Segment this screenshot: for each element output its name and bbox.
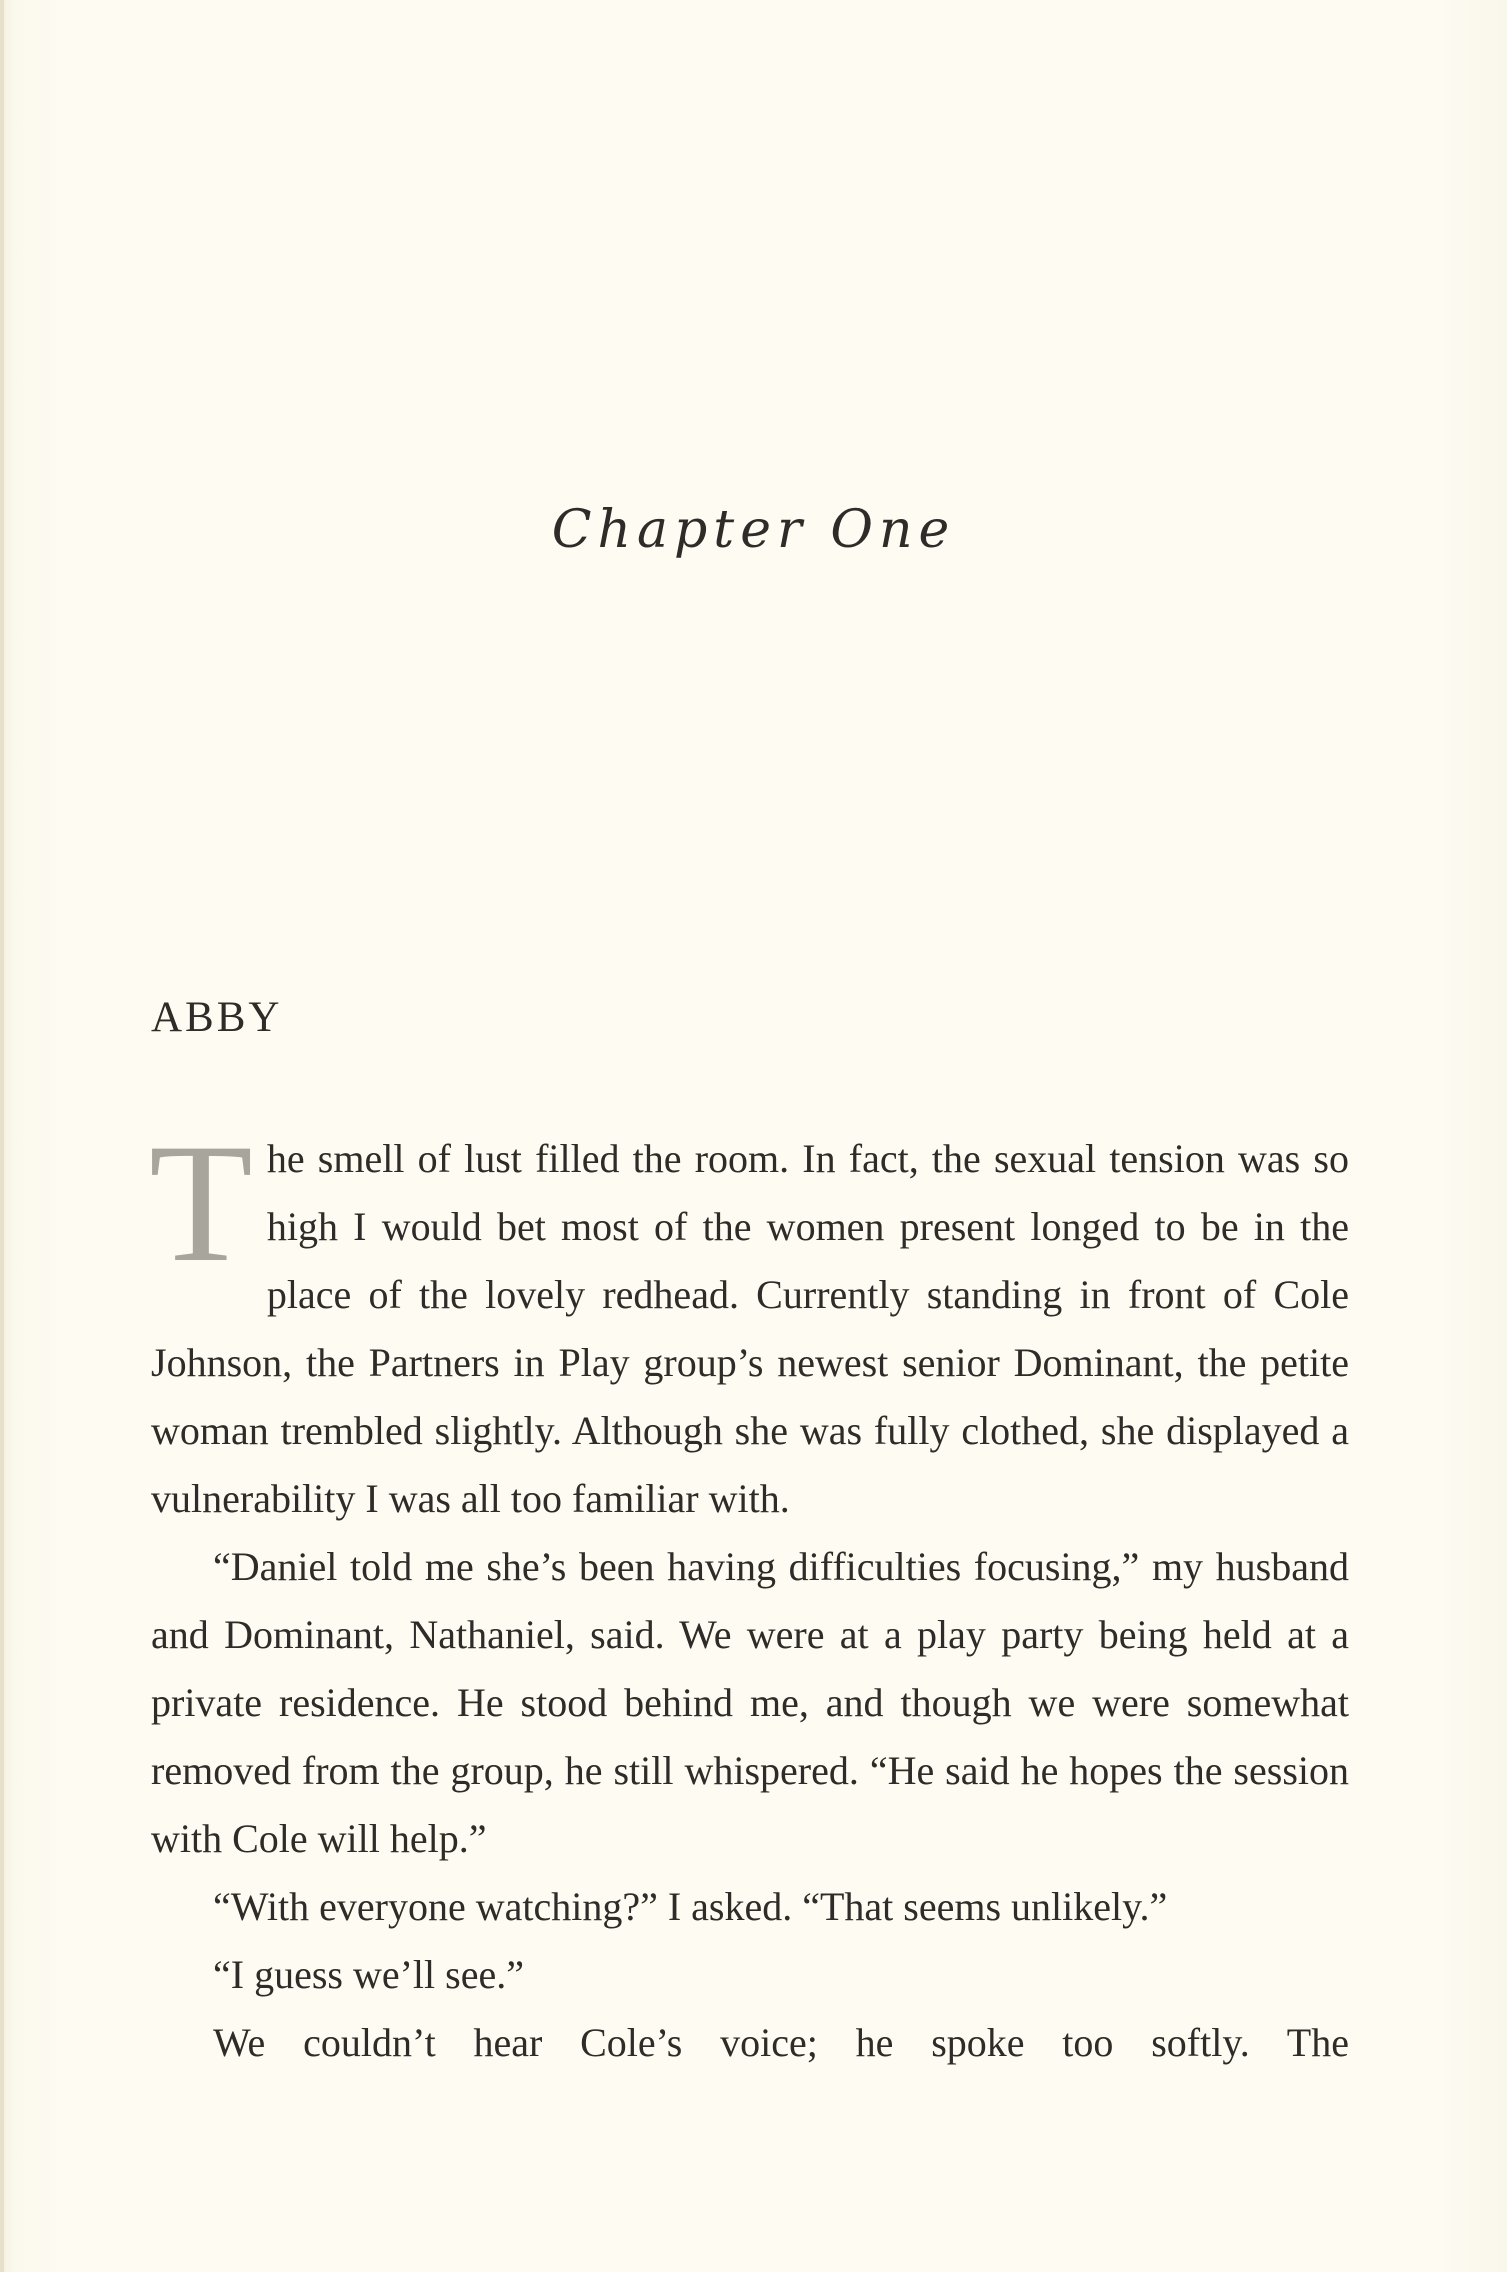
section-pov-label: ABBY: [151, 994, 283, 1041]
chapter-title: Chapter One: [551, 500, 956, 560]
paragraph-3: “With everyone watching?” I asked. “That seems unlikely.”: [213, 1884, 1168, 1929]
paragraph-4: “I guess we’ll see.”: [213, 1952, 524, 1997]
paragraph-1-text: he smell of lust filled the room. In fact, the sexual tension was so high I would bet most of the women present longed to be in the place of the lovely redhead. Currently standing in front of Cole Johnson, the Partners in Play group’s newest senior Dominant, the petite woman trembled slightly. Although she was fully clothed, she displayed a vulnerability I was all too familiar with.: [151, 1136, 1349, 1521]
drop-cap: T: [149, 1109, 253, 1297]
page-binding-edge: [0, 0, 4, 2272]
paragraph-1: [149, 1109, 1349, 1533]
paragraph-2: “Daniel told me she’s been having difficulties focusing,” my husband and Dominant, Nathaniel, said. We were at a play party being held at a private residence. He stood behind me, and though we were somewhat removed from the group, he still whispered. “He said he hopes the session with Cole will help.”: [151, 1544, 1349, 1861]
paragraph-5: We couldn’t hear Cole’s voice; he spoke too softly. The: [213, 2020, 1349, 2065]
chapter-body-text: [149, 1109, 1349, 2077]
